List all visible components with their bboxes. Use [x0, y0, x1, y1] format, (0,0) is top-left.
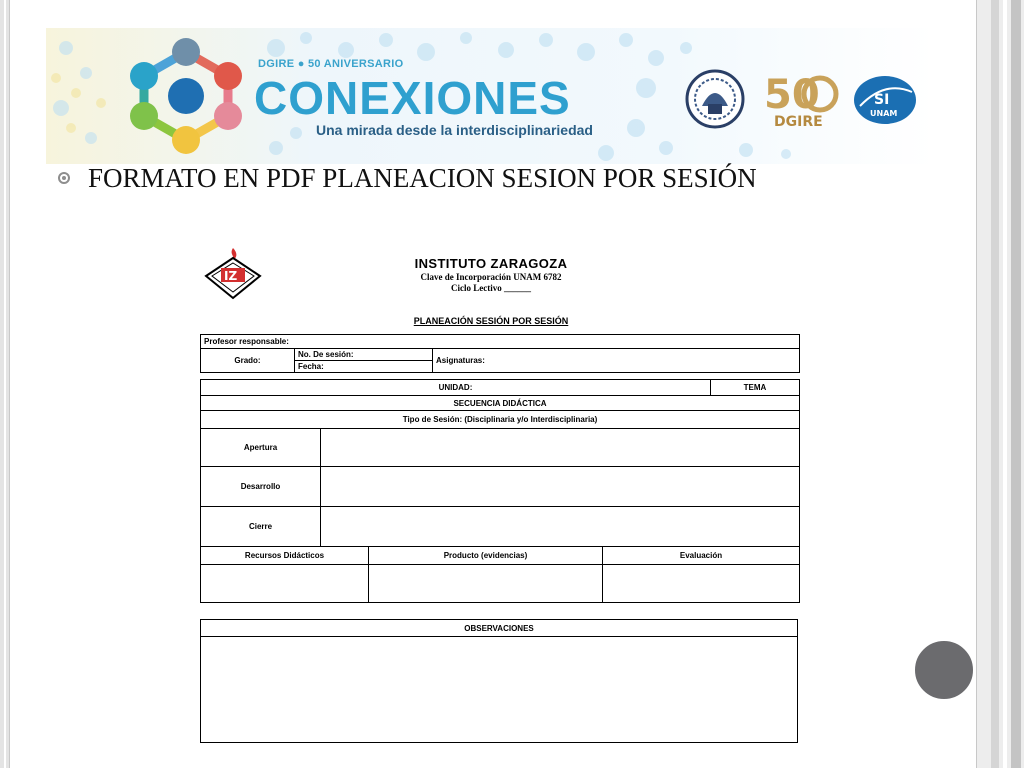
banner-anniversary-text: DGIRE ● 50 ANIVERSARIO [258, 58, 404, 70]
observaciones-label: OBSERVACIONES [201, 620, 798, 637]
desarrollo-label: Desarrollo [201, 467, 321, 507]
cierre-label: Cierre [201, 507, 321, 547]
observaciones-cell [201, 637, 798, 743]
cierre-cell [321, 507, 800, 547]
asignaturas-label: Asignaturas: [433, 349, 800, 373]
unidad-label: UNIDAD: [201, 380, 711, 396]
slide-heading: FORMATO EN PDF PLANEACION SESION POR SESIÓN [88, 163, 757, 193]
form-header-table [200, 334, 800, 373]
slide-frame-right [976, 0, 1024, 768]
si-unam-text: UNAM [870, 109, 898, 118]
no-sesion-label: No. De sesión: [295, 349, 433, 361]
instituto-zaragoza-logo [202, 246, 264, 302]
tema-label: TEMA [710, 380, 799, 396]
recursos-table [200, 546, 800, 603]
planeacion-document [196, 246, 802, 746]
desarrollo-cell [321, 467, 800, 507]
secuencia-table [200, 379, 800, 547]
document-institute-title: INSTITUTO ZARAGOZA [414, 256, 568, 271]
iz-logo-text: IZ [224, 269, 238, 283]
banner-title: CONEXIONES [254, 72, 571, 124]
recursos-label: Recursos Didácticos [201, 547, 369, 565]
conexiones-logo-icon [124, 34, 248, 158]
evaluacion-label: Evaluación [603, 547, 800, 565]
observaciones-table [200, 619, 798, 743]
slide-frame-left [0, 0, 10, 768]
document-clave: Clave de Incorporación UNAM 6782 [420, 272, 562, 282]
bullet-icon [58, 172, 70, 184]
header-banner [46, 28, 934, 164]
dgire-number: 50 [764, 72, 820, 118]
dgire-text: DGIRE [774, 114, 823, 130]
tipo-sesion-label: Tipo de Sesión: (Disciplinaria y/o Interdisciplinaria) [201, 411, 800, 429]
document-ciclo: Ciclo Lectivo ______ [451, 283, 531, 293]
recursos-cell [201, 565, 369, 603]
dgire-50-logo [762, 68, 842, 130]
document-subtitle: PLANEACIÓN SESIÓN POR SESIÓN [413, 316, 569, 326]
producto-label: Producto (evidencias) [369, 547, 603, 565]
si-text: SI [874, 92, 890, 108]
evaluacion-cell [603, 565, 800, 603]
producto-cell [369, 565, 603, 603]
secuencia-label: SECUENCIA DIDÁCTICA [201, 396, 800, 411]
apertura-label: Apertura [201, 429, 321, 467]
slide-nav-circle[interactable] [912, 638, 976, 702]
banner-subtitle: Una mirada desde la interdisciplinariedad [316, 122, 593, 138]
grado-label: Grado: [201, 349, 295, 373]
profesor-label: Profesor responsable: [201, 335, 800, 349]
apertura-cell [321, 429, 800, 467]
si-unam-logo [852, 72, 918, 128]
fecha-label: Fecha: [295, 361, 433, 373]
unam-seal-icon [684, 68, 746, 130]
